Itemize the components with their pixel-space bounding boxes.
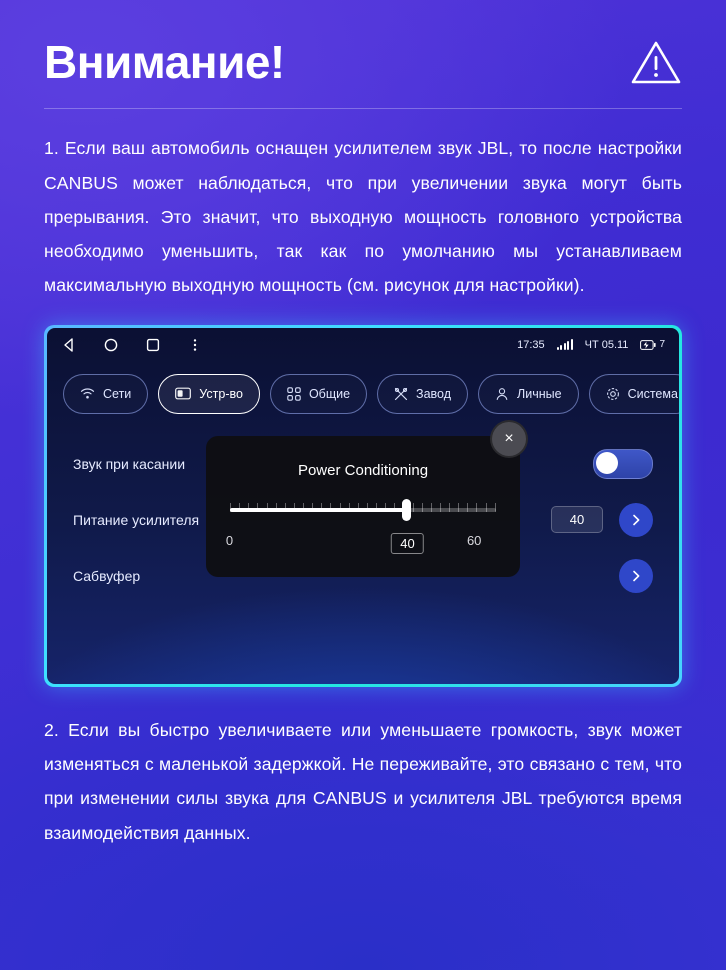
battery-icon (640, 339, 665, 350)
person-icon (495, 387, 509, 401)
tab-device[interactable] (158, 374, 260, 414)
device-screenshot-frame (44, 325, 682, 687)
power-conditioning-dialog (206, 429, 520, 577)
back-triangle-icon[interactable] (61, 337, 77, 353)
chevron-right-icon[interactable] (619, 559, 653, 593)
tab-general[interactable] (270, 374, 367, 414)
gear-icon (606, 387, 620, 401)
tab-label: Система (627, 386, 678, 401)
tab-label: Общие (308, 386, 351, 401)
chevron-right-icon[interactable] (619, 503, 653, 537)
amplifier-power-value: 40 (551, 506, 603, 533)
tab-system[interactable] (589, 374, 679, 414)
tab-factory[interactable] (377, 374, 468, 414)
tab-networks[interactable] (63, 374, 148, 414)
status-time: 17:35 (517, 338, 545, 351)
more-vertical-icon[interactable] (187, 337, 203, 353)
tab-label: Завод (416, 386, 452, 401)
settings-tabs (47, 362, 679, 414)
paragraph-2: 2. Если вы быстро увеличиваете или уменьшаете громкость, звук может изменяться с маленькой задержкой. Не переживайте, это связано с тем, что при изменении силы звука для CANBUS и усилителя JBL требуются время взаимодействия данных. (44, 719, 682, 843)
status-date: ЧТ 05.11 (584, 338, 629, 351)
power-slider[interactable] (230, 497, 496, 523)
close-icon[interactable]: × (490, 420, 528, 458)
slider-value-label: 40 (391, 533, 423, 554)
dialog-title: Power Conditioning (297, 461, 429, 479)
apps-grid-icon (287, 387, 301, 401)
device-icon (175, 387, 191, 400)
slider-fill (230, 508, 406, 512)
page-title: Внимание! (44, 36, 285, 88)
row-label: Питание усилителя (73, 511, 200, 528)
header-divider (44, 108, 682, 109)
slider-min-label: 0 (225, 532, 234, 548)
row-label: Сабвуфер (73, 567, 141, 584)
factory-tools-icon (394, 387, 408, 401)
slider-max-label: 60 (466, 532, 482, 548)
tab-label: Личные (517, 386, 562, 401)
warning-triangle-icon (630, 38, 682, 86)
tab-personal[interactable] (478, 374, 579, 414)
slider-thumb[interactable] (402, 499, 411, 521)
paragraph-1: 1. Если ваш автомобиль оснащен усилителем звук JBL, то после настройки CANBUS может наблюдаться, что при увеличении звука могут быть прерывания. Это значит, что выходную мощность головного устройства необходимо уменьшить, так как по умолчанию мы устанавливаем максимальную выходную мощность (см. рисунок для настройки). (44, 138, 682, 296)
device-statusbar (47, 328, 679, 362)
toggle-knob (596, 452, 618, 474)
recents-square-icon[interactable] (145, 337, 161, 353)
tab-label: Сети (103, 386, 132, 401)
wifi-icon (80, 387, 95, 400)
header (44, 0, 682, 86)
device-screen (47, 328, 679, 684)
navigation-bar (61, 337, 203, 353)
home-circle-icon[interactable] (103, 337, 119, 353)
signal-bars-icon (557, 339, 573, 350)
battery-level: 7 (659, 339, 665, 351)
touch-sound-toggle[interactable] (593, 449, 653, 479)
tab-label: Устр-во (199, 386, 243, 401)
slider-scale (224, 533, 502, 557)
status-right (517, 339, 665, 351)
row-label: Звук при касании (73, 455, 186, 472)
